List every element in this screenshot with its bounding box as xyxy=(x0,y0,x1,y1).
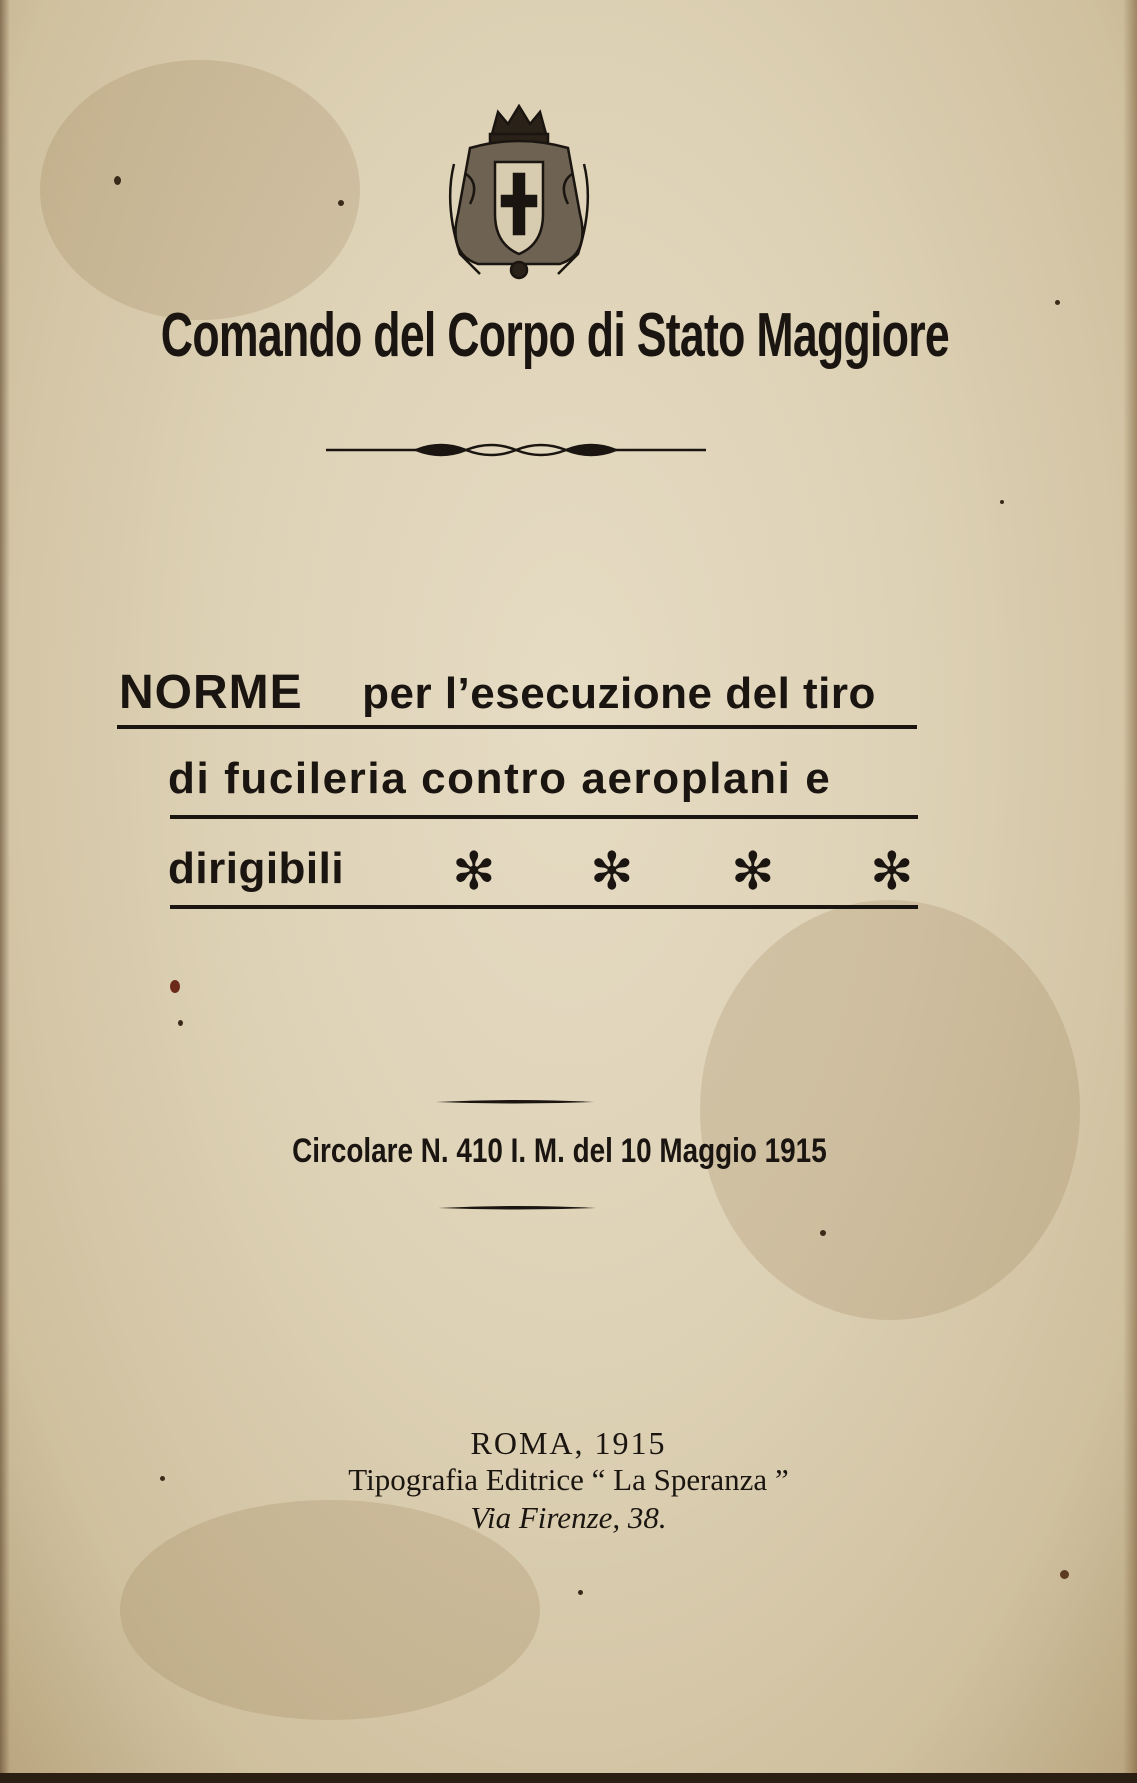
title-line-1-text: per l’esecuzione del tiro xyxy=(362,669,876,718)
imprint-address: Via Firenze, 38. xyxy=(470,1500,667,1535)
foxing-speck xyxy=(578,1590,583,1595)
paper-stain xyxy=(700,900,1080,1320)
foxing-speck xyxy=(1060,1570,1069,1579)
title-line-2: di fucileria contro aeroplani e xyxy=(168,754,832,803)
page-edge xyxy=(0,1773,1137,1783)
foxing-speck xyxy=(178,1020,183,1026)
foxing-speck xyxy=(1000,500,1004,504)
title-line-3: dirigibili xyxy=(168,844,345,893)
title-rule xyxy=(170,815,918,819)
foxing-speck xyxy=(1055,300,1060,305)
asterisk-flower-icon: ✻ xyxy=(590,842,634,902)
page-edge xyxy=(0,0,10,1783)
foxing-speck xyxy=(114,176,121,185)
small-divider xyxy=(436,1098,594,1106)
asterisk-flower-icon: ✻ xyxy=(731,842,775,902)
title-rule xyxy=(170,905,918,909)
coat-of-arms-icon xyxy=(440,104,598,284)
title-line-1 xyxy=(119,665,876,720)
title-keyword: NORME xyxy=(119,666,303,719)
asterisk-flower-icon: ✻ xyxy=(452,842,496,902)
paper-stain xyxy=(40,60,360,320)
small-divider xyxy=(438,1204,596,1212)
foxing-speck xyxy=(170,980,180,993)
foxing-speck xyxy=(820,1230,826,1236)
issuing-authority: Comando del Corpo di Stato Maggiore xyxy=(160,301,950,370)
circular-reference: Circolare N. 410 I. M. del 10 Maggio 1915 xyxy=(292,1132,827,1170)
imprint-printer: Tipografia Editrice “ La Speranza ” xyxy=(348,1462,789,1497)
title-rule xyxy=(117,725,917,729)
ornament-divider-icon xyxy=(326,436,706,464)
asterisk-flower-icon: ✻ xyxy=(870,842,914,902)
imprint-city-year: ROMA, 1915 xyxy=(470,1425,667,1461)
page-edge xyxy=(1123,0,1137,1783)
foxing-speck xyxy=(338,200,344,206)
